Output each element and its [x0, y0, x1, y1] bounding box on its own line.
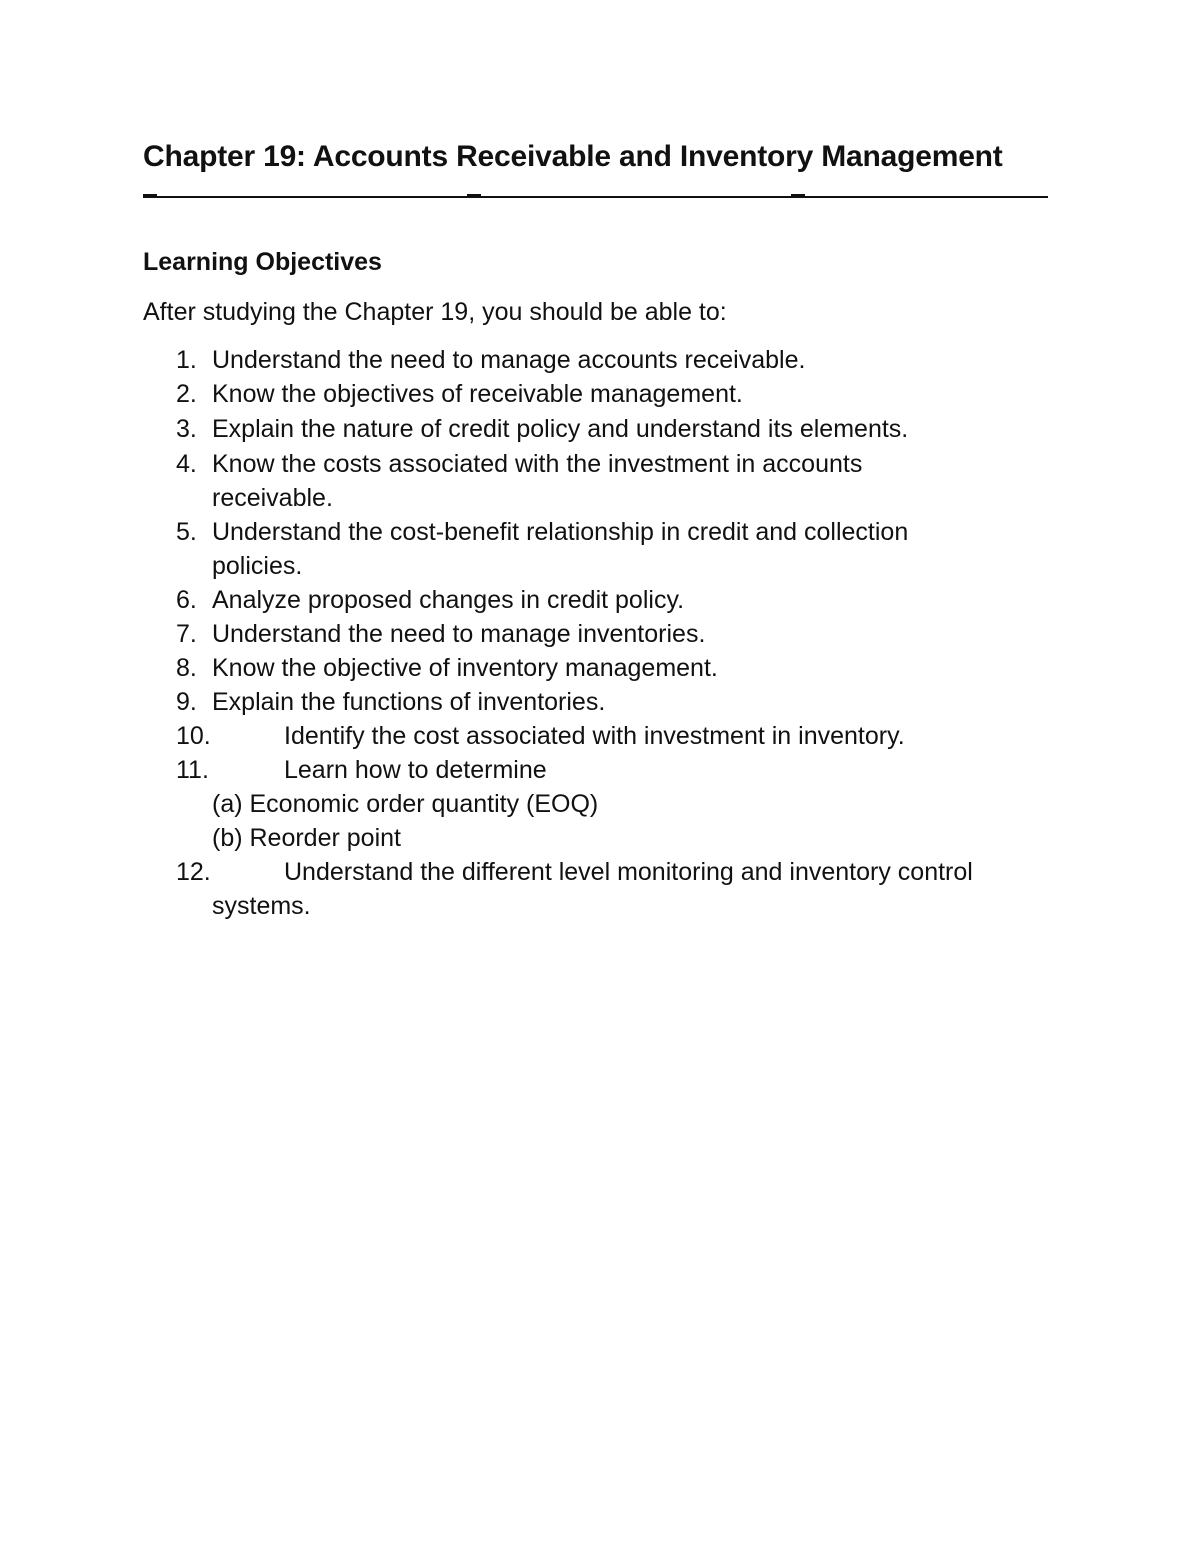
- chapter-title: Chapter 19: Accounts Receivable and Inventory Management: [143, 140, 1003, 173]
- list-number: 6.: [176, 586, 197, 614]
- rule-tick: [791, 194, 805, 196]
- list-number: 9.: [176, 688, 197, 716]
- list-number: 7.: [176, 620, 197, 648]
- list-text: Know the costs associated with the investment in accounts: [212, 450, 863, 478]
- list-number: 2.: [176, 380, 197, 408]
- list-text: Explain the functions of inventories.: [212, 688, 606, 716]
- list-number: 10.: [176, 722, 211, 750]
- title-underline: [143, 196, 1048, 198]
- list-number: 11.: [176, 756, 209, 784]
- list-number: 4.: [176, 450, 197, 478]
- sub-item-text: (b) Reorder point: [212, 824, 401, 852]
- list-text: Explain the nature of credit policy and understand its elements.: [212, 415, 909, 443]
- list-text: Understand the different level monitoring and inventory control: [284, 858, 973, 886]
- list-text: receivable.: [212, 484, 333, 512]
- rule-tick: [143, 194, 157, 196]
- list-number: 5.: [176, 518, 197, 546]
- list-number: 12.: [176, 858, 211, 886]
- intro-text: After studying the Chapter 19, you should be able to:: [143, 298, 727, 326]
- list-number: 8.: [176, 654, 197, 682]
- list-text: Understand the cost-benefit relationship in credit and collection: [212, 518, 909, 546]
- list-text: Know the objective of inventory management.: [212, 654, 718, 682]
- list-text: policies.: [212, 552, 303, 580]
- list-number: 3.: [176, 415, 197, 443]
- list-text: Understand the need to manage inventories.: [212, 620, 706, 648]
- list-text: Analyze proposed changes in credit policy.: [212, 586, 685, 614]
- list-text: Learn how to determine: [284, 756, 547, 784]
- list-text: Identify the cost associated with investment in inventory.: [284, 722, 905, 750]
- section-heading: Learning Objectives: [143, 248, 382, 276]
- list-text: Understand the need to manage accounts receivable.: [212, 346, 806, 374]
- rule-tick: [467, 194, 481, 196]
- list-text: systems.: [212, 892, 311, 920]
- list-text: Know the objectives of receivable management.: [212, 380, 743, 408]
- list-number: 1.: [176, 346, 197, 374]
- sub-item-text: (a) Economic order quantity (EOQ): [212, 790, 599, 818]
